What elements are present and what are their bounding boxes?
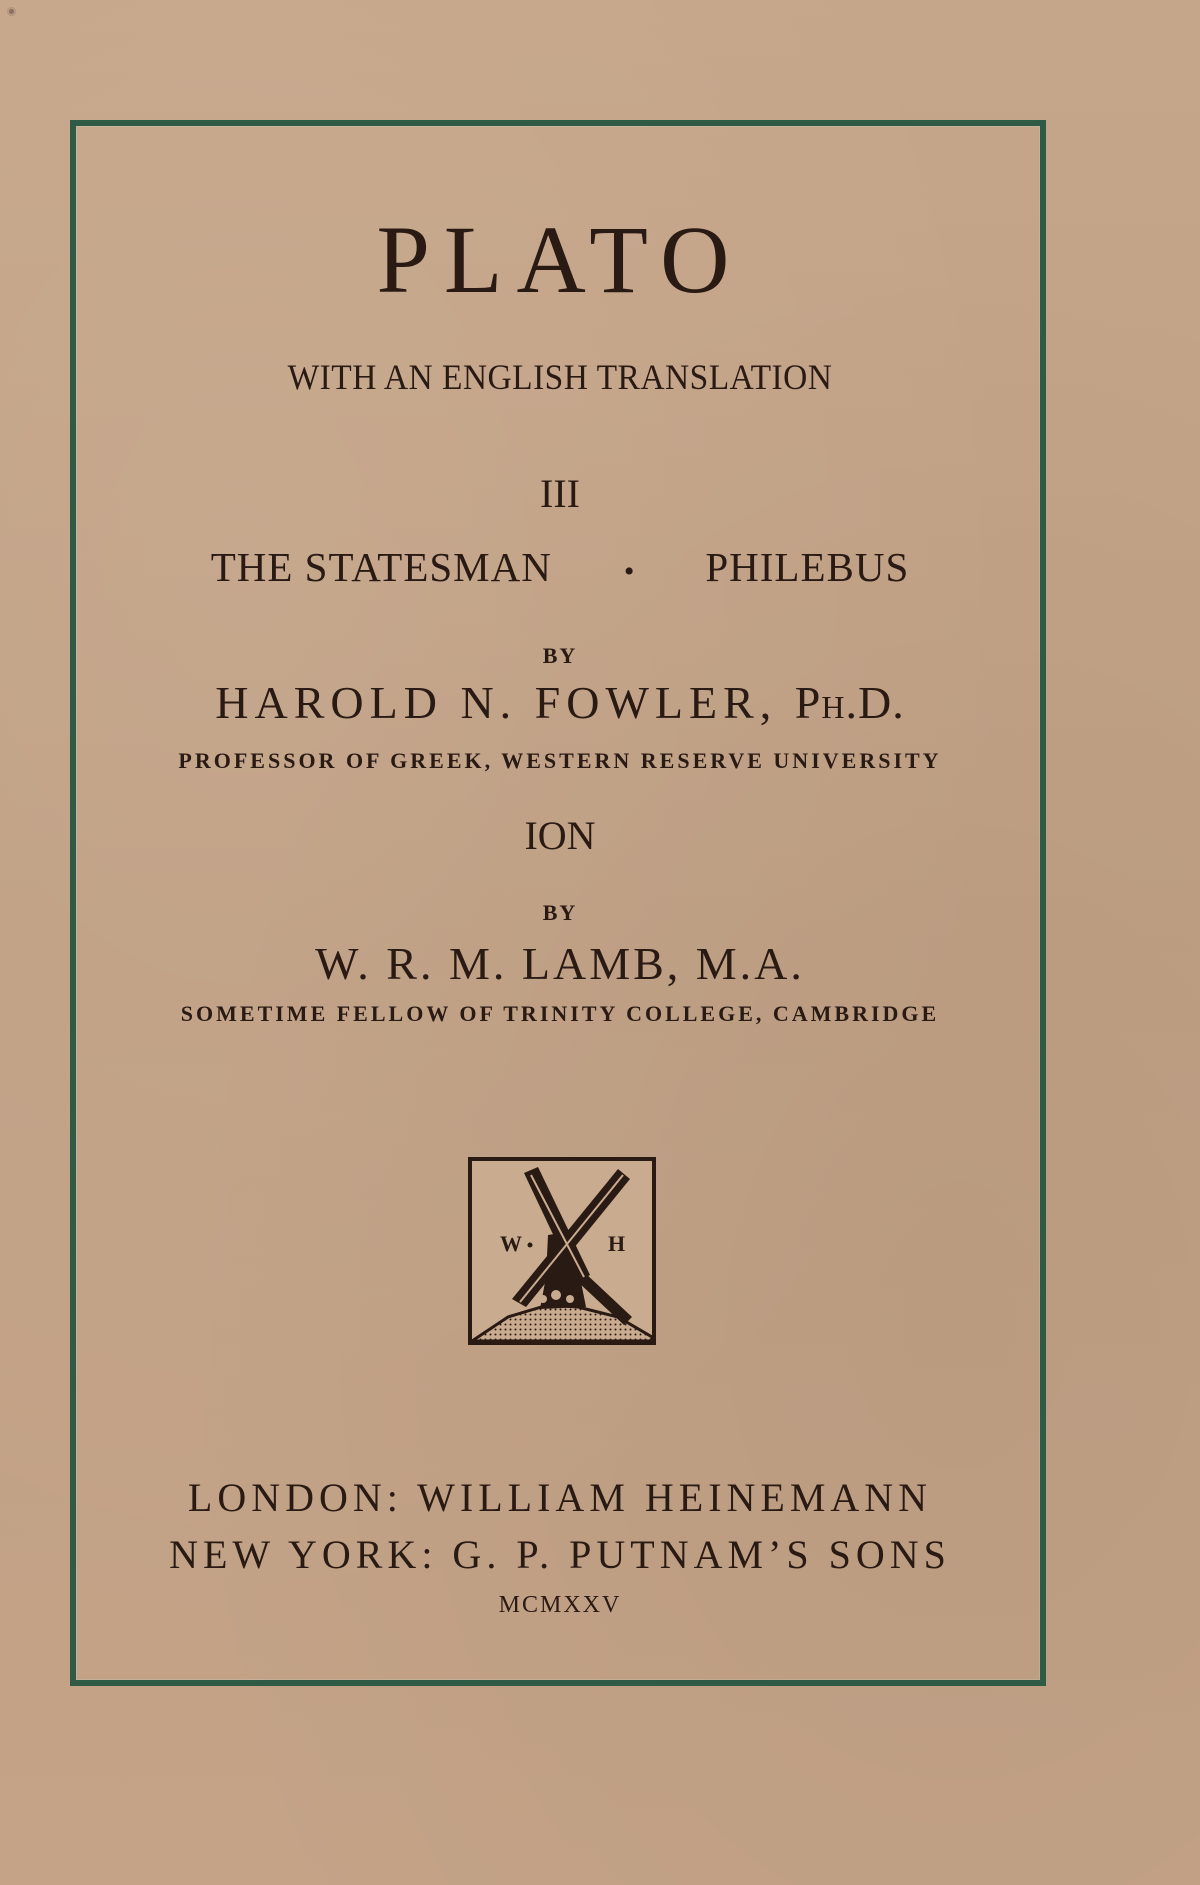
by-label: BY [542, 900, 578, 925]
work-title-statesman: THE STATESMAN [210, 544, 552, 590]
device-initial-w: W [500, 1231, 522, 1256]
translator-name: HAROLD N. FOWLER, [215, 677, 778, 728]
translator-name-fowler [0, 676, 1120, 729]
scan-corner-mark [7, 7, 16, 16]
book-subtitle: WITH AN ENGLISH TRANSLATION [287, 357, 833, 397]
work-title-philebus: PHILEBUS [705, 544, 910, 590]
device-initial-h: H [608, 1231, 626, 1256]
translator-affiliation-fowler: PROFESSOR OF GREEK, WESTERN RESERVE UNIVERSITY [178, 748, 942, 773]
imprint-london: LONDON: WILLIAM HEINEMANN [187, 1475, 933, 1520]
translator-name-lamb: W. R. M. LAMB, M.A. [315, 938, 805, 989]
publication-year: MCMXXV [498, 1592, 622, 1618]
translator-affiliation-lamb: SOMETIME FELLOW OF TRINITY COLLEGE, CAMBRIDGE [180, 1001, 940, 1026]
translator-degree: Ph.D. [794, 677, 905, 728]
windmill-icon [468, 1157, 656, 1345]
volume-number: III [540, 471, 580, 516]
imprint-new-york: NEW YORK: G. P. PUTNAM’S SONS [169, 1532, 951, 1577]
book-title: PLATO [376, 206, 744, 313]
bullet-separator: • [623, 554, 636, 588]
work-title-ion: ION [524, 813, 596, 858]
by-label: BY [542, 643, 578, 668]
works-list [0, 543, 1120, 591]
